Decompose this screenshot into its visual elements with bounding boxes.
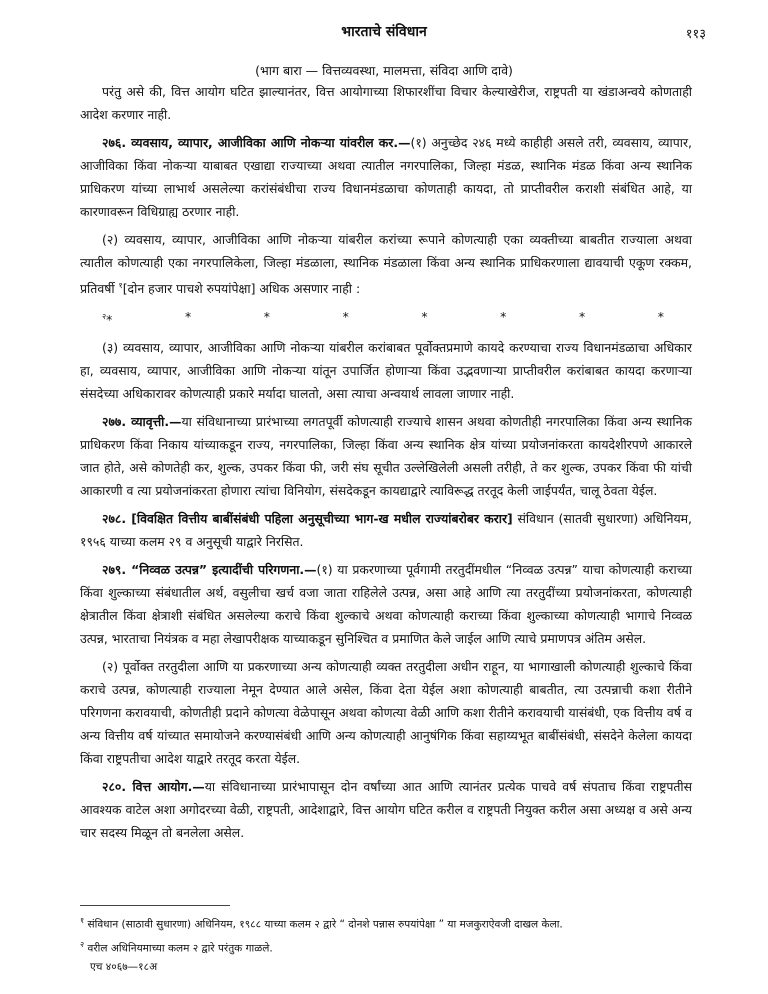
article-279-clause-2: (२) पूर्वोक्त तरतुदीला आणि या प्रकरणाच्या अन्य कोणत्याही व्यक्त तरतुदीला अधीन राहून, या भागाखाली कोणत्याही शुल्काचे किंवा कराचे उत्पन्न, कोणत्याही राज्याला नेमून देण्यात आले असेल, किंवा देता येईल अशा कोणत्याही बाबतीत, त्या उत्पन्नाची कशा रीतीने परिगणना करावयाची, कोणतीही प्रदाने कोणत्या वेळेपासून अथवा कोणत्या वेळी आणि कशा रीतीने करावयाची यासंबंधी, एक वित्तीय वर्ष व अन्य वित्तीय वर्ष यांच्यात समायोजने करण्यासंबंधी आणि अन्य कोणत्याही आनुषंगिक किंवा सहाय्यभूत बाबींसंबंधी, संसदेने केलेला कायदा किंवा राष्ट्रपतीचा आदेश याद्वारे तरतूद करता येईल. [80, 659, 692, 767]
article-276-clause-2 [80, 228, 692, 300]
page-title: भारताचे संविधान [341, 24, 427, 40]
article-278-heading: २७८. [विवक्षित वित्तीय बाबींसंबंधी पहिला अनुसूचीच्या भाग-ख मधील राज्यांबरोबर करार] [102, 511, 513, 527]
footnote-1 [80, 911, 692, 935]
article-278 [80, 507, 692, 553]
article-277-text: या संविधानाच्या प्रारंभाच्या लगतपूर्वी कोणत्याही राज्याचे शासन अथवा कोणतीही नगरपालिका किंवा अन्य स्थानिक प्राधिकरण किंवा निकाय यांच्याकडून राज्य, नगरपालिका, जिल्हा किंवा अन्य स्थानिक क्षेत्र यांच्या प्रयोजनांकरता कायदेशीरपणे आकारले जात होते, असे कोणतेही कर, शुल्क, उपकर किंवा फी, जरी संघ सूचीत उल्लेखिलेली असली तरीही, ते कर शुल्क, उपकर किंवा फी यांची आकारणी व त्या प्रयोजनांकरता होणारा त्यांचा विनियोग, संसदेकडून कायद्याद्वारे त्याविरूद्ध तरतूद केली जाईपर्यंत, चालू ठेवता येईल. [80, 414, 692, 499]
article-277-heading: २७७. व्यावृत्ती.— [102, 414, 182, 430]
footnote-mark: २ [80, 939, 85, 949]
star-item: * [578, 309, 586, 325]
star-item: * [342, 309, 349, 325]
footnote-ref-2: २ [102, 312, 107, 322]
clause-2-text: (२) व्यवसाय, व्यापार, आजीविका आणि नोकऱ्या यांबरील करांच्या रूपाने कोणत्याही एका व्यक्तीच्या बाबतीत राज्याला अथवा त्यातील कोणत्याही एका नगरपालिकेला, जिल्हा मंडळाला, स्थानिक मंडळाला किंवा अन्य स्थानिक प्राधिकरणाला द्यावयाची एकूण रक्कम, प्रतिवर्षी [80, 232, 692, 297]
footnote-text: संविधान (साठावी सुधारणा) अधिनियम, १९८८ याच्या कलम २ द्वारे “ दोनशे पन्नास रुपयांपेक्षा ” या मजकुराऐवजी दाखल केला. [84, 918, 563, 931]
part-subtitle: (भाग बारा — वित्तव्यवस्था, मालमत्ता, संविदा आणि दावे) [255, 63, 513, 78]
print-code: एच ४०६७—१८अ [90, 961, 158, 973]
omitted-proviso-stars [80, 305, 692, 331]
star-item: * [657, 309, 664, 325]
article-280-heading: २८०. वित्त आयोग.— [102, 779, 205, 795]
article-276-text: (१) अनुच्छेद २४६ मध्ये काहीही असले तरी, व्यवसाय, व्यापार, आजीविका किंवा नोकऱ्या याबाबत एखाद्या राज्याच्या अथवा त्यातील नगरपालिका, जिल्हा मंडळ, स्थानिक मंडळ किंवा अन्य स्थानिक प्राधिकरण यांच्या लाभार्थ असलेल्या करांसंबंधीचा राज्य विधानमंडळाचा कोणताही कायदा, तो प्राप्तीवरील कराशी संबंधित आहे, या कारणावरून विधिग्राह्य ठरणार नाही. [80, 135, 692, 219]
footnote-text: वरील अधिनियमाच्या कलम २ द्वारे परंतुक गाळले. [84, 942, 273, 954]
footnote-mark: १ [80, 916, 85, 925]
amended-amount: [दोन हजार पाचशे रुपयांपेक्षा] [122, 281, 256, 297]
article-276-clause-1 [80, 131, 692, 223]
article-279-text: (१) या प्रकरणाच्या पूर्वगामी तरतुदींमधील “निव्वळ उत्पन्न” याचा कोणत्याही कराच्या किंवा शुल्काच्या संबंधातील अर्थ, वसुलीचा खर्च वजा जाता राहिलेले उत्पन्न, असा आहे आणि त्या तरतुदींच्या प्रयोजनांकरता, कोणत्याही क्षेत्रातील किंवा क्षेत्राशी संबंधित असलेल्या कराचे किंवा शुल्काचे अथवा कोणत्याही कराच्या किंवा शुल्काच्या कोणत्याही भागाचे निव्वळ उत्पन्न, भारताचा नियंत्रक व महा लेखापरीक्षक याच्याकडून सुनिश्चित व प्रमाणित केले जाईल आणि त्याचे प्रमाणपत्र अंतिम असेल. [80, 562, 692, 647]
star-item: * [421, 309, 428, 325]
star-item: * [263, 309, 270, 325]
article-280-text: या संविधानाच्या प्रारंभापासून दोन वर्षांच्या आत आणि त्यानंतर प्रत्येक पाचवे वर्ष संपताच किंवा राष्ट्रपतीस आवश्यक वाटेल अशा अगोदरच्या वेळी, राष्ट्रपती, आदेशाद्वारे, वित्त आयोग घटित करील व राष्ट्रपती नियुक्त करील असा अध्यक्ष व असे अन्य चार सदस्य मिळून तो बनलेला असेल. [80, 779, 693, 841]
star-item: $^२$* [102, 312, 113, 328]
footnote-2 [80, 935, 692, 959]
article-277 [80, 410, 692, 502]
article-279-clause-1 [80, 558, 692, 650]
article-276-heading: २७६. व्यवसाय, व्यापार, आजीविका आणि नोकऱ्या यांवरील कर.— [102, 135, 411, 150]
article-278-text: संविधान (सातवी सुधारणा) अधिनियम, १९५६ याच्या कलम २९ व अनुसूची याद्वारे निरसित. [80, 511, 692, 550]
page-number: ११३ [685, 27, 706, 42]
star-item: * [500, 309, 507, 325]
footnote-divider [80, 905, 230, 906]
proviso-paragraph: परंतु असे की, वित्त आयोग घटित झाल्यानंतर, वित्त आयोगाच्या शिफारशींचा विचार केल्याखेरीज, राष्ट्रपती या खंडाअन्वये कोणताही आदेश करणार नाही. [80, 84, 693, 122]
footnote-ref-1: १ [118, 281, 123, 290]
document-body [80, 80, 692, 849]
article-276-clause-3: (३) व्यवसाय, व्यापार, आजीविका आणि नोकऱ्या यांबरील करांबाबत पूर्वोक्तप्रमाणे कायदे करण्याचा राज्य विधानमंडळाचा अधिकार हा, व्यवसाय, व्यापार, आजीविका आणि नोकऱ्या यांतून उपार्जित होणाऱ्या किंवा उद्भवणाऱ्या प्राप्तीवरील करांबाबत कायदा करणाऱ्या संसदेच्या अधिकारावर कोणत्याही प्रकारे मर्यादा घालतो, असा त्याचा अन्वयार्थ लावला जाणार नाही. [80, 340, 692, 402]
article-280 [80, 775, 692, 844]
article-279-heading: २७९. “निव्वळ उत्पन्न” इत्यादींची परिगणना.— [102, 562, 317, 578]
clause-2-end: अधिक असणार नाही : [255, 281, 361, 297]
star-item: * [184, 309, 192, 325]
footnotes [80, 911, 692, 977]
